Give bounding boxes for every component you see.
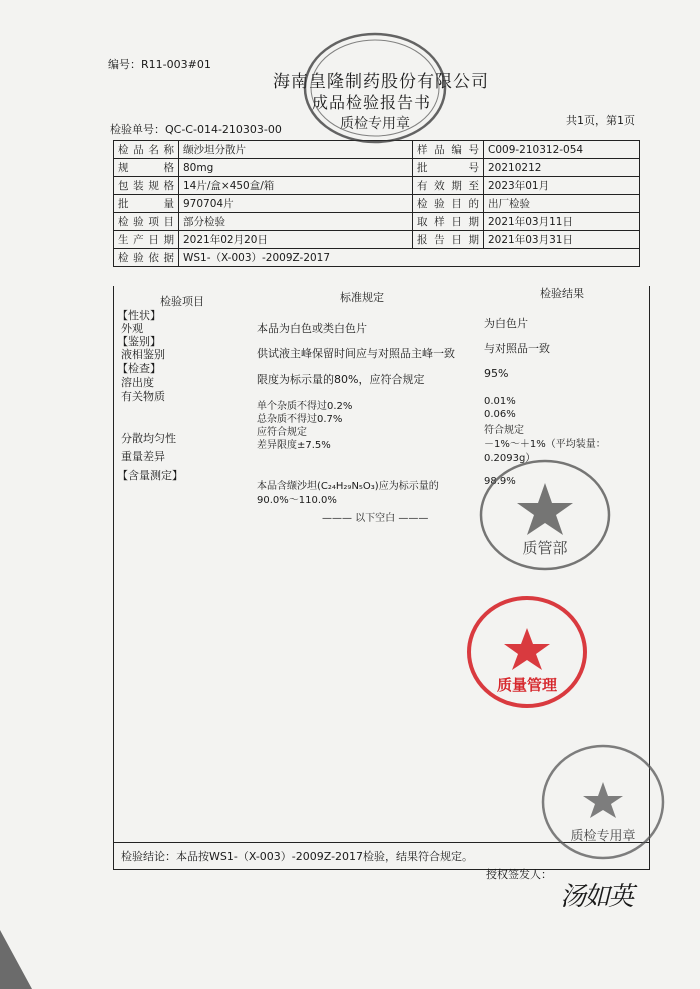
blank-marker: ——— 以下空白 ———	[322, 513, 429, 524]
result-single-impurity: 0.01%	[484, 396, 516, 407]
item-appearance: 外观	[121, 322, 143, 335]
svg-text:质量管理: 质量管理	[496, 676, 558, 694]
header-value: 2021年03月11日	[484, 213, 640, 231]
header-value: 14片/盒×450盒/箱	[179, 177, 413, 195]
red-quality-management-stamp	[462, 592, 592, 712]
header-label: 生产日期	[114, 231, 179, 249]
report-number: 检验单号：QC-C-014-210303-00	[110, 123, 282, 136]
header-value: 80mg	[179, 159, 413, 177]
result-uniformity: 符合规定	[484, 425, 524, 436]
company-name: 海南皇隆制药股份有限公司	[273, 72, 489, 92]
qc-seal-top	[290, 28, 460, 148]
table-row	[114, 249, 640, 267]
header-value: 部分检验	[179, 213, 413, 231]
section-identify: 【鉴别】	[117, 335, 161, 348]
header-label: 规 格	[114, 159, 179, 177]
item-dissolution: 溶出度	[121, 376, 154, 389]
col-header-result: 检验结果	[540, 287, 584, 300]
col-header-standard: 标准规定	[340, 291, 384, 304]
std-weight: 差异限度±7.5%	[257, 440, 331, 451]
header-value: 2021年03月31日	[484, 231, 640, 249]
page-corner-shadow	[0, 930, 40, 989]
item-uniformity: 分散均匀性	[121, 432, 176, 445]
std-appearance: 本品为白色或类白色片	[257, 322, 367, 335]
header-label: 有效期至	[413, 177, 484, 195]
svg-text:质检专用章: 质检专用章	[570, 829, 636, 844]
result-lc: 与对照品一致	[484, 342, 550, 355]
header-label: 检验项目	[114, 213, 179, 231]
result-assay: 98.9%	[484, 476, 516, 487]
header-label: 样品编号	[413, 141, 484, 159]
section-check: 【检查】	[117, 362, 161, 375]
result-total-impurity: 0.06%	[484, 409, 516, 420]
basis-value: WS1-（X-003）-2009Z-2017	[179, 249, 640, 267]
section-traits: 【性状】	[117, 309, 161, 322]
page-info: 共1页，第1页	[566, 114, 635, 127]
table-row	[114, 213, 640, 231]
qc-seal-bottom	[538, 742, 668, 862]
item-related-substances: 有关物质	[121, 390, 165, 403]
std-assay-2: 90.0%～110.0%	[257, 495, 337, 506]
table-row	[114, 159, 640, 177]
std-lc: 供试液主峰保留时间应与对照品主峰一致	[257, 347, 455, 360]
svg-text:质管部: 质管部	[522, 539, 568, 557]
header-label: 检验目的	[413, 195, 484, 213]
table-row	[114, 177, 640, 195]
header-label: 批 量	[114, 195, 179, 213]
header-label: 取样日期	[413, 213, 484, 231]
header-value: 2021年02月20日	[179, 231, 413, 249]
header-label: 检品名称	[114, 141, 179, 159]
std-total-impurity: 总杂质不得过0.7%	[257, 414, 343, 425]
result-weight-2: 0.2093g）	[484, 453, 536, 464]
conclusion-text: 检验结论：本品按WS1-（X-003）-2009Z-2017检验，结果符合规定。	[121, 850, 474, 863]
header-table	[113, 140, 640, 267]
table-row	[114, 195, 640, 213]
header-label: 批 号	[413, 159, 484, 177]
std-uniformity: 应符合规定	[257, 427, 307, 438]
header-value: 2023年01月	[484, 177, 640, 195]
qa-department-seal	[475, 455, 615, 575]
svg-text:质检专用章: 质检专用章	[340, 116, 410, 132]
header-value: 20210212	[484, 159, 640, 177]
header-value: 出厂检验	[484, 195, 640, 213]
std-assay-1: 本品含缬沙坦(C₂₄H₂₉N₅O₃)应为标示量的	[257, 481, 439, 492]
item-weight-diff: 重量差异	[121, 450, 165, 463]
result-weight-1: －1%～＋1%（平均装量：	[484, 439, 606, 450]
std-dissolution: 限度为标示量的80%，应符合规定	[257, 373, 425, 386]
header-value: 970704片	[179, 195, 413, 213]
header-value: C009-210312-054	[484, 141, 640, 159]
table-row	[114, 231, 640, 249]
header-value: 缬沙坦分散片	[179, 141, 413, 159]
col-header-item: 检验项目	[160, 295, 204, 308]
signer-label: 授权签发人：	[486, 868, 552, 881]
result-dissolution: 95%	[484, 367, 509, 380]
document-number: 编号：R11-003#01	[108, 58, 211, 71]
basis-label: 检验依据	[114, 249, 179, 267]
std-single-impurity: 单个杂质不得过0.2%	[257, 401, 353, 412]
handwritten-signature: 汤如英	[560, 882, 633, 912]
result-appearance: 为白色片	[484, 317, 528, 330]
header-label: 包装规格	[114, 177, 179, 195]
item-lc-identify: 液相鉴别	[121, 348, 165, 361]
section-assay: 【含量测定】	[117, 469, 183, 482]
report-title: 成品检验报告书	[312, 93, 432, 112]
header-label: 报告日期	[413, 231, 484, 249]
